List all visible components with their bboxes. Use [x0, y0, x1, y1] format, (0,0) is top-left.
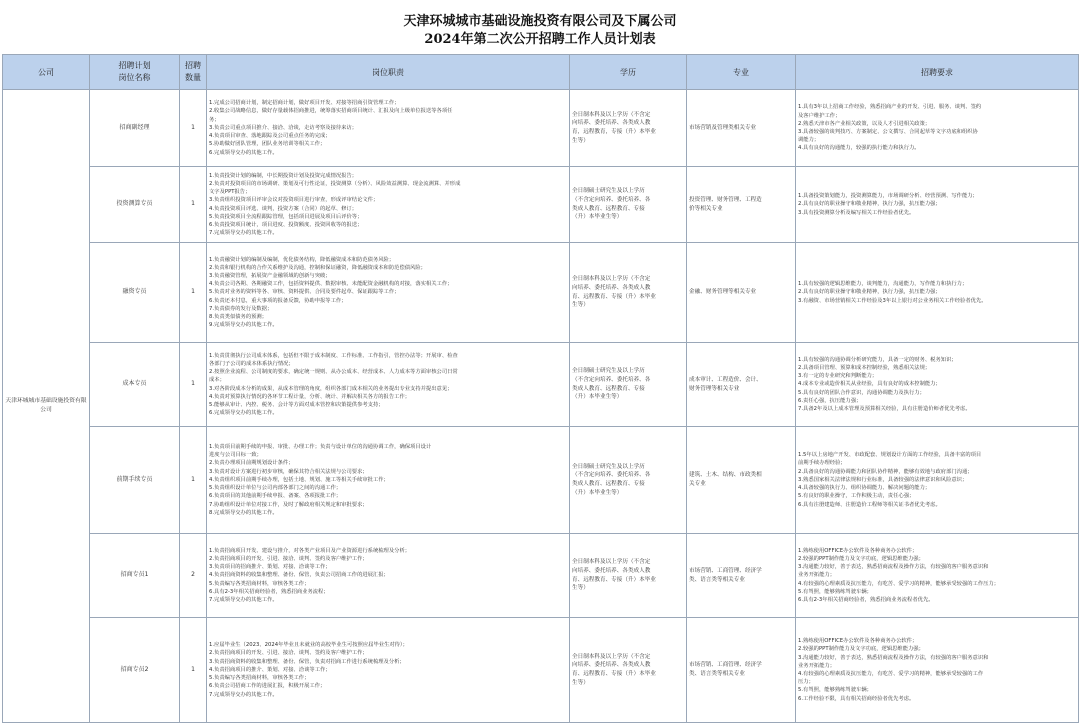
position-name: 前期手续专员 [90, 427, 180, 534]
position-count: 1 [180, 90, 207, 167]
requirement-line: 3.熟悉国家相关法律法规和行业标准，具备较强的法律意识和风险意识； [798, 476, 968, 483]
education-line: 类成人教育、远程教育、专接 [572, 481, 645, 487]
document-subtitle: 2024年第二次公开招聘工作人员计划表 [424, 32, 656, 47]
education-cell [570, 427, 687, 534]
duty-line: 3.对各阶段成本分析的成果，从成本管理的角度，组织各部门成本相关的业务提出专业支持并提出意见； [209, 385, 453, 392]
requirement-line: 1.具备投资策划能力，投资测算能力，市场调研分析、经营预测、写作能力； [798, 193, 978, 200]
duty-line: 2.负责招商项目的开发、引进、接洽、谈判、签约及客户维护工作； [209, 555, 368, 562]
duty-line: 务； [209, 116, 220, 123]
requirement-line: 3.具有投资测算分析及编写相关工作经验者优先。 [798, 209, 915, 216]
duty-line: 8.完成领导交办的其他工作。 [209, 509, 278, 516]
requirement-line: 及客户维护工作； [798, 112, 841, 119]
position-name: 成本专员 [90, 343, 180, 427]
education-line: 育、远程教育、专接（升）本毕业 [572, 293, 656, 300]
education-line: 生等） [572, 302, 589, 309]
header-major: 专业 [687, 55, 796, 90]
duties-cell [207, 243, 570, 343]
education-line: 向培养、委托培养、各类成人教 [572, 284, 651, 291]
education-line: （不含定向培养、委托培养、各 [572, 196, 651, 203]
major-line: 投资管理、财务管理、工程造 [689, 196, 762, 203]
education-line: 全日制硕士研究生及以上学历 [572, 463, 645, 470]
table-row [3, 534, 1079, 618]
major-line: 财务管理等相关专业 [689, 385, 740, 392]
education-line: 生等） [572, 137, 589, 144]
requirement-line: 1.熟练使用OFFICE办公软件及各种商务办公软件； [798, 547, 918, 554]
duty-line: 5.协助做好团队管理，团队业务培训等相关工作； [209, 141, 326, 148]
duty-line: 6.负责项目的其他前期手续申报、备案、各项报批工作； [209, 493, 342, 500]
position-count: 1 [180, 343, 207, 427]
requirement-line: 3.具备较强的谈判技巧、方案制定、公文撰写、合同起草等文字功底和组织协 [798, 129, 978, 135]
duties-cell [207, 343, 570, 427]
requirement-line: 业务开拓能力； [798, 572, 836, 579]
education-line: 类成人教育、远程教育、专接 [572, 205, 645, 212]
duty-line: 1.负责融资计划的编制及编制，优化债务结构，降低融资成本和防范债务风险； [209, 256, 395, 263]
duty-line: 4.负责招商项目的推介、策划、对接、洽谈等工作； [209, 666, 331, 673]
requirement-line: 3.沟通能力较好，善于表达，熟悉招商流程及操作方法，有较强的客户服务意识和 [798, 564, 989, 571]
header-duties: 岗位职责 [207, 55, 570, 90]
duty-line: 7.完成领导交办的其他工作。 [209, 597, 278, 603]
education-line: （升）本毕业生等） [572, 394, 623, 401]
duties-cell [207, 90, 570, 167]
requirements-cell [796, 343, 1079, 427]
header-requirements: 招聘要求 [796, 55, 1079, 90]
duty-line: 7.完成领导交办的其他工作。 [209, 230, 278, 237]
education-line: 育，远程教育，专接（升）本毕业 [572, 129, 656, 135]
requirements-cell [796, 618, 1079, 723]
requirement-line: 5.有良好的职业操守，工作积极主动，责任心强； [798, 493, 915, 500]
major-line: 市场营销及管理类相关专业 [689, 124, 757, 131]
requirement-line: 3.有一定的专业研究和判断能力； [798, 373, 878, 380]
duty-line: 9.完成领导交办的其他工作。 [209, 322, 278, 329]
requirement-line: 2.较强的PPT制作能力及文字功底，逻辑思维能力强； [798, 555, 924, 562]
duty-line: 5.负责组织设计单位与公司内部各部门之间的沟通工作； [209, 485, 342, 492]
header-company: 公司 [3, 55, 90, 90]
table-row [3, 167, 1079, 243]
duty-line: 2.负责和银行机构的合作关系维护及沟通，控制和保证融资，降低融资成本和防范偿债风险； [209, 264, 426, 271]
major-line: 金融、财务管理等相关专业 [689, 289, 757, 296]
education-cell [570, 534, 687, 618]
education-line: 生等） [572, 585, 589, 592]
requirement-line: 4.具备较强的执行力、组织协调能力、解决问题的能力； [798, 485, 931, 492]
duty-line: 5.负责投资项目全流程跟踪管理，包括项目进展及项目后评价等； [209, 213, 363, 220]
duty-line: 2.负责招商项目的开发、引进、接洽、谈判、签约及客户维护工作； [209, 650, 368, 657]
major-cell [687, 243, 796, 343]
education-line: 向培养、委托培养、各类成人教 [572, 567, 651, 574]
position-name: 招商专员2 [90, 618, 180, 723]
major-line: 成本审计、工程造价、会计、 [689, 376, 762, 383]
duties-cell [207, 534, 570, 618]
position-name: 招商副经理 [90, 90, 180, 167]
duty-line: 1.应届毕业生（2023、2024年毕业且未就业的高校毕业生可按照应届毕业生对待）； [209, 642, 408, 649]
duty-line: 3.负责招商资料的收集和整理、备份、保管，负责对招商工作进行系统梳理及分析； [209, 658, 405, 665]
duty-line: 6.完成领导交办的其他工作。 [209, 410, 278, 417]
requirement-line: 3.沟通能力较好，善于表达，熟悉招商流程及操作方法，有较强的客户服务意识和 [798, 654, 989, 661]
requirement-line: 1.具有较强的沟通协调分析研究能力，具备一定的财务、税务知识； [798, 356, 957, 363]
duty-line: 进度与公司目标一致； [209, 452, 262, 459]
duty-line: 4.负责项目审查、落地跟踪及公司重点任务的完成； [209, 133, 331, 140]
education-line: 向培养、委托培养、各类成人教 [572, 120, 651, 127]
education-line: （不含定向培养、委托培养、各 [572, 376, 651, 383]
major-cell [687, 534, 796, 618]
education-line: 全日制本科及以上学历（不含定 [572, 111, 651, 118]
major-line: 类、语言类等相关专业 [689, 576, 745, 583]
education-cell [570, 618, 687, 723]
major-cell [687, 90, 796, 167]
education-line: 生等） [572, 679, 589, 686]
duty-line: 6.负责投资项目统计，项目进度、投资额度、投资回收等的报送； [209, 221, 363, 228]
duty-line: 5.负责编写各类招商材料，审核各类工作； [209, 675, 310, 682]
duty-line: 4.负责组织项目前期手续办理，包括土地、规划、施工等相关手续审批工作； [209, 476, 389, 483]
duty-line: 3.负责对设计方案进行初步审核，确保其符合相关法规与公司要求； [209, 468, 368, 475]
requirement-line: 6.责任心强，抗压能力强； [798, 397, 862, 404]
education-cell [570, 243, 687, 343]
duty-line: 7.完成领导交办的其他工作。 [209, 691, 278, 698]
position-count: 1 [180, 243, 207, 343]
requirement-line: 4.有较强的心理素质及抗压能力，有吃苦、爱学习的精神，能够承受较强的工作 [798, 671, 984, 677]
requirement-line: 前期手续办理经验； [798, 460, 846, 467]
education-cell [570, 167, 687, 243]
duty-line: 2.收集公司战略信息，做好存量载体招商推进，统筹落实招商项目统计、汇报及向上级单位报送等各项任 [209, 108, 453, 115]
requirement-line: 4.具有良好的沟通能力，较强的执行能力和执行力。 [798, 145, 920, 152]
requirement-line: 6.具有注册建造师、注册造价工程师等相关证书者优先考虑。 [798, 501, 941, 508]
document-title: 天津环城城市基础设施投资有限公司及下属公司 [403, 14, 677, 29]
table-header-row [3, 55, 1079, 90]
position-count: 1 [180, 427, 207, 534]
duty-line: 5.能够从审计、内控、税务、会计等方面对成本管控和决策提供参考支持； [209, 401, 384, 408]
duty-line: 7.负责债券的发行及数据； [209, 305, 273, 312]
education-line: 全日制本科及以上学历（不含定 [572, 276, 651, 283]
requirement-line: 7.具备2年及以上成本管理及预算相关经验，具有注册造价师者优先考虑。 [798, 406, 971, 412]
duty-line: 1.负责招商项目开发、建设与推介，对各类产业项目及产业资源进行系统梳理及分析； [209, 547, 411, 554]
requirement-line: 2.熟悉天津市各产业相关政策，以及人才引进相关政策； [798, 120, 931, 127]
requirement-line: 4.有较强的心理素质及抗压能力，有吃苦、爱学习的精神，能够承受较强的工作压力； [798, 580, 1000, 587]
header-education: 学历 [570, 55, 687, 90]
position-count: 1 [180, 618, 207, 723]
major-cell [687, 167, 796, 243]
position-name: 投资测算专员 [90, 167, 180, 243]
duty-line: 3.负责公司重点项目推介、接洽、洽谈，走访考察及接待来访； [209, 124, 358, 131]
requirement-line: 5.有驾照，能够熟练驾驶车辆； [798, 687, 872, 694]
requirements-cell [796, 534, 1079, 618]
position-count: 1 [180, 167, 207, 243]
requirements-cell [796, 167, 1079, 243]
header-count: 招聘 数量 [180, 55, 207, 90]
requirements-cell [796, 243, 1079, 343]
duty-line: 2.负责办理项目前期规划设计条件； [209, 460, 294, 467]
major-cell [687, 618, 796, 723]
major-line: 类、语言类等相关专业 [689, 671, 745, 677]
requirement-line: 2.具备良好的沟通协调能力和团队协作精神，能够有效地与政府部门沟通； [798, 468, 973, 475]
duties-cell [207, 427, 570, 534]
position-count: 2 [180, 534, 207, 618]
requirement-line: 3.有融资、市场营销相关工作经验及3年以上银行对公业务相关工作经验者优先。 [798, 297, 987, 304]
duty-line: 1.完成公司招商计划，制定招商计划，做好项目开发、对接等招商引资管理工作； [209, 100, 400, 107]
education-line: 全日制硕士研究生及以上学历 [572, 188, 645, 195]
duty-line: 文字及PPT报告； [209, 189, 251, 196]
major-line: 市场营销、工商管理、经济学 [689, 662, 762, 669]
requirement-line: 5.具有良好的团队合作意识，沟通协调能力及执行力； [798, 389, 925, 396]
duty-line: 6.负责公司招商工作的进展汇报，积极开展工作； [209, 683, 326, 690]
requirement-line: 5.有驾照，能够熟练驾驶车辆； [798, 588, 872, 595]
duty-line: 2.负责对投资项目的市场调研、策划及可行性论证，投资测算（分析）、风险效益测算、现金流测算、并形成 [209, 180, 461, 187]
duty-line: 6.负责还本付息，重大事项的报备反馈，协助申报等工作； [209, 297, 347, 304]
duty-line: 6.具有2-3年相关招商经验者，熟悉招商业务流程； [209, 588, 329, 595]
requirement-line: 压力； [798, 679, 814, 686]
requirements-cell [796, 427, 1079, 534]
education-line: （升）本毕业生等） [572, 214, 623, 221]
requirement-line: 1.5年以上房地产开发、市政配套、规划设计方面的工作经验，具备丰富的项目 [798, 452, 982, 459]
header-position: 招聘计划 岗位名称 [90, 55, 180, 90]
duty-line: 4.负责投资项目评选、谈判，投资方案（合同）的起草、修订； [209, 205, 358, 212]
requirements-cell [796, 90, 1079, 167]
position-name: 招商专员1 [90, 534, 180, 618]
duties-cell [207, 618, 570, 723]
major-line: 建筑、土木、结构、市政类相 [689, 472, 762, 479]
education-line: 育、远程教育、专接（升）本毕业 [572, 576, 656, 583]
table-row [3, 618, 1079, 723]
requirement-line: 2.较强的PPT制作能力及文字功底，逻辑思维能力强； [798, 646, 924, 653]
education-line: 全日制本科及以上学历（不含定 [572, 653, 651, 660]
major-cell [687, 427, 796, 534]
requirement-line: 2.具有良好的职业操守和敬业精神，执行力强，抗压能力强； [798, 289, 941, 296]
education-cell [570, 90, 687, 167]
requirement-line: 6.具有2-3年相关招商经验者，熟悉招商业务流程者优先。 [798, 597, 934, 603]
requirement-line: 1.具有较强的逻辑思维能力，谈判能力，沟通能力，写作能力和执行力； [798, 281, 968, 288]
requirement-line: 6.工作经验不限，具有相关招商经验者优先考虑。 [798, 695, 915, 702]
duty-line: 1.负责投资计划的编制，中长期投资计划及投资完成情况报告； [209, 172, 358, 179]
requirement-line: 业务开拓能力； [798, 662, 836, 669]
duty-line: 各部门子公司的成本体系执行情况； [209, 360, 294, 367]
duty-line: 4.负责公司各期、各期融资工作，包括资料提供、数据审核、未能配资金融机构的对接，落实相关工作； [209, 281, 453, 288]
recruitment-table [2, 54, 1079, 723]
education-line: （升）本毕业生等） [572, 489, 623, 496]
requirement-line: 2.具有良好的职业操守和敬业精神，执行力强，抗压能力强； [798, 201, 941, 208]
requirement-line: 调能力； [798, 137, 820, 144]
table-row [3, 243, 1079, 343]
duty-line: 5.负责编写各类招商材料，审核各类工作； [209, 580, 310, 587]
major-cell [687, 343, 796, 427]
major-line: 市场营销、工商管理、经济学 [689, 567, 762, 574]
duty-line: 5.负责对业务的资料等各、审核、资料提供、合同及要件起草、保证跟踪等工作； [209, 289, 400, 296]
duty-line: 3.负责组织投资项目评审会议对投资项目进行审查，形成评审结论文件； [209, 197, 379, 204]
requirement-line: 1.熟练使用OFFICE办公软件及各种商务办公软件； [798, 638, 918, 645]
requirement-line: 2.具备项目管理、预算和成本控制经验，熟悉相关法规； [798, 364, 931, 371]
table-body [3, 90, 1079, 723]
duty-line: 6.完成领导交办的其他工作。 [209, 149, 278, 156]
table-row [3, 343, 1079, 427]
duty-line: 4.负责招商资料的收集和整理、备份、保管，负责公司招商工作的进展汇报； [209, 572, 389, 579]
duty-line: 1.负责项目前期手续的申报、审批、办理工作；负责与设计单位的沟通协调工作，确保项目设计 [209, 444, 432, 451]
duty-line: 2.按照企业流程、公司制度的要求，确定统一规则、从办公成本、经营成本、人力成本等方面审核公司日常 [209, 369, 458, 376]
company-cell: 天津环城城市基础设施投资有限公司 [3, 90, 90, 723]
table-row [3, 427, 1079, 534]
education-line: 全日制硕士研究生及以上学历 [572, 368, 645, 375]
education-line: 育、远程教育、专接（升）本毕业 [572, 671, 656, 677]
education-cell [570, 343, 687, 427]
duty-line: 3.负责融资管理，拓展资产金融领域的创新与突破； [209, 272, 331, 279]
table-row [3, 90, 1079, 167]
duty-line: 成本； [209, 377, 225, 384]
position-name: 融资专员 [90, 243, 180, 343]
education-line: 向培养、委托培养、各类成人教 [572, 662, 651, 669]
education-line: 类成人教育、远程教育、专接 [572, 385, 645, 392]
duty-line: 8.负责类似债务的预测； [209, 314, 268, 320]
duty-line: 1.负责贯彻执行公司成本体系，包括但不限于成本制度、工作标准、工作指引，管控办法等；开展审、检查 [209, 352, 458, 359]
duty-line: 3.负责项目的招商推介、策划、对接、洽谈等工作； [209, 564, 331, 571]
education-line: （不含定向培养、委托培养、各 [572, 472, 651, 479]
duty-line: 4.负责对预算执行情况的各环节工程计量，分析、统计、并解决相关各方的报告工作； [209, 393, 411, 400]
duties-cell [207, 167, 570, 243]
duty-line: 7.协助组织设计单位对接工作，及时了解政府相关规定和审批要求； [209, 501, 368, 508]
major-line: 关专业 [689, 481, 706, 487]
education-line: 全日制本科及以上学历（不含定 [572, 559, 651, 566]
requirement-line: 1.具有3年以上招商工作经验，熟悉招商产业的开发、引进、服务、谈判、签约 [798, 104, 982, 111]
requirement-line: 4.成本专业或造价相关从业经验，具有良好的成本控制能力； [798, 381, 941, 388]
major-line: 价等相关专业 [689, 205, 723, 212]
